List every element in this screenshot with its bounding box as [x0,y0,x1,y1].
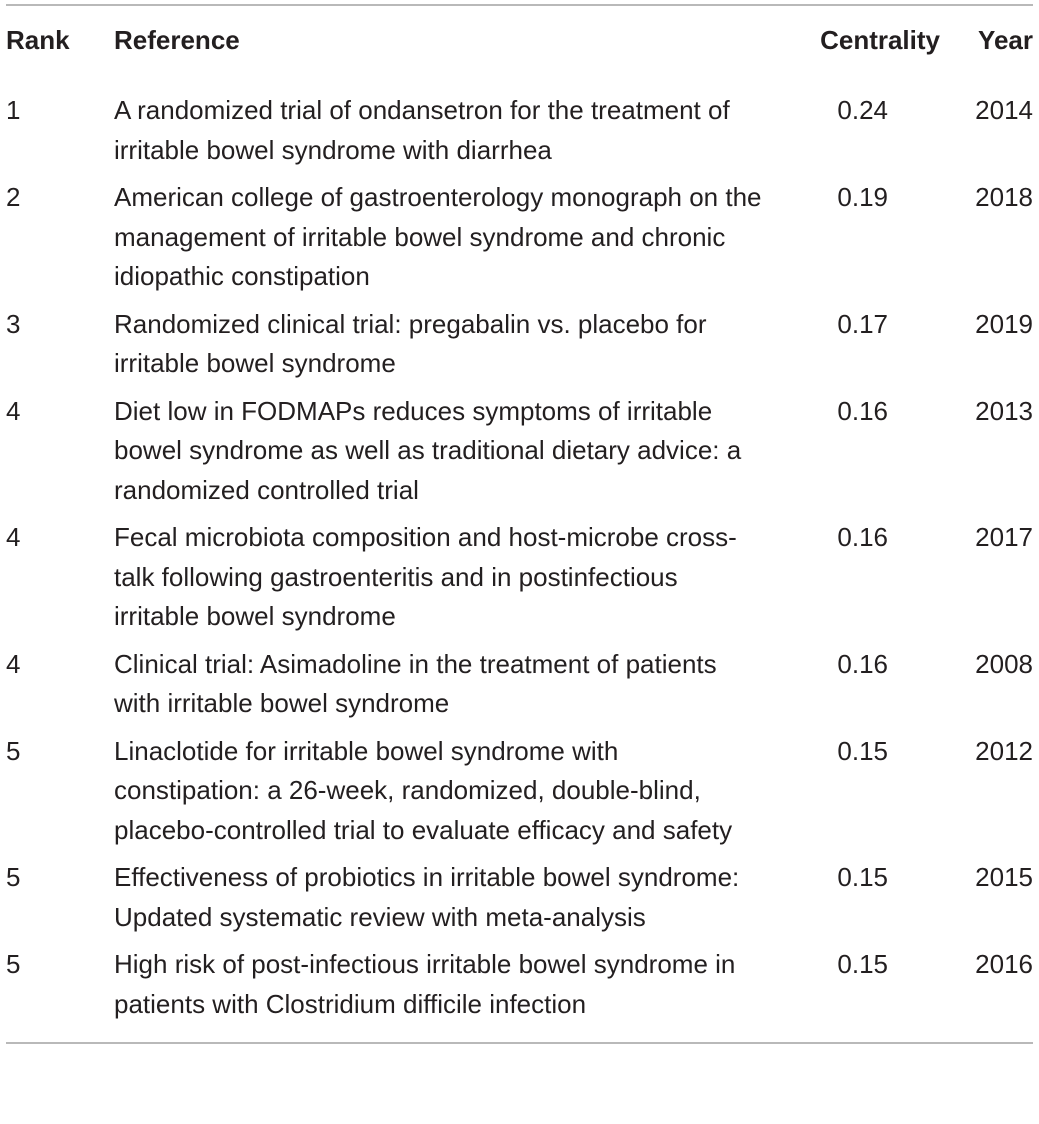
rank-cell: 5 [6,862,21,892]
table-row [6,724,1033,851]
rank-cell: 1 [6,95,21,125]
year-cell: 2014 [975,95,1033,125]
centrality-table [6,6,1033,1024]
table-row [6,637,1033,724]
centrality-cell: 0.17 [837,308,888,339]
bottom-rule [6,1042,1033,1044]
reference-cell: Clinical trial: Asimadoline in the treatment of patients with irritable bowel syndrome [114,648,717,718]
centrality-cell: 0.16 [837,522,888,552]
reference-cell: Fecal microbiota composition and host-microbe cross-talk following gastroenteritis and in postinfectious irritable bowel syndrome [114,522,737,631]
reference-cell: A randomized trial of ondansetron for the treatment of irritable bowel syndrome with diarrhea [114,95,730,165]
reference-cell: Linaclotide for irritable bowel syndrome with constipation: a 26-week, randomized, double-blind, placebo-controlled trial to evaluate efficacy and safety [114,735,733,845]
table-header [6,6,1033,75]
header-row [6,6,1033,75]
reference-cell: Randomized clinical trial: pregabalin vs. placebo for irritable bowel syndrome [114,308,707,378]
centrality-cell: 0.24 [837,95,888,125]
reference-cell: High risk of post-infectious irritable bowel syndrome in patients with Clostridium difficile infection [114,949,736,1019]
rank-cell: 4 [6,395,21,426]
rank-cell: 2 [6,182,21,212]
centrality-cell: 0.19 [837,182,888,212]
rank-cell: 4 [6,522,21,552]
header-centrality: Centrality [820,25,940,55]
centrality-cell: 0.16 [837,395,888,426]
reference-cell: Effectiveness of probiotics in irritable bowel syndrome: Updated systematic review with meta-analysis [114,862,740,932]
header-rank: Rank [6,25,70,55]
year-cell: 2013 [975,395,1033,426]
table-row [6,510,1033,637]
header-reference: Reference [114,25,240,55]
table-row [6,384,1033,511]
centrality-cell: 0.15 [837,949,888,979]
year-cell: 2015 [975,862,1033,892]
year-cell: 2012 [975,735,1033,766]
table-row [6,937,1033,1024]
centrality-cell: 0.15 [837,862,888,892]
year-cell: 2008 [975,648,1033,679]
centrality-cell: 0.16 [837,648,888,679]
header-year: Year [978,25,1033,55]
reference-cell: Diet low in FODMAPs reduces symptoms of irritable bowel syndrome as well as traditional dietary advice: a randomized controlled trial [114,395,742,505]
year-cell: 2017 [975,522,1033,552]
table-row [6,75,1033,170]
table-body [6,75,1033,1024]
table-row [6,297,1033,384]
table-row [6,170,1033,297]
centrality-cell: 0.15 [837,735,888,766]
rank-cell: 5 [6,735,21,766]
rank-cell: 4 [6,648,21,679]
year-cell: 2019 [975,308,1033,339]
year-cell: 2018 [975,182,1033,212]
references-table [6,4,1033,1044]
year-cell: 2016 [975,949,1033,979]
rank-cell: 3 [6,308,21,339]
rank-cell: 5 [6,949,21,979]
table-row [6,850,1033,937]
reference-cell: American college of gastroenterology monograph on the management of irritable bowel syndrome and chronic idiopathic constipation [114,182,762,291]
